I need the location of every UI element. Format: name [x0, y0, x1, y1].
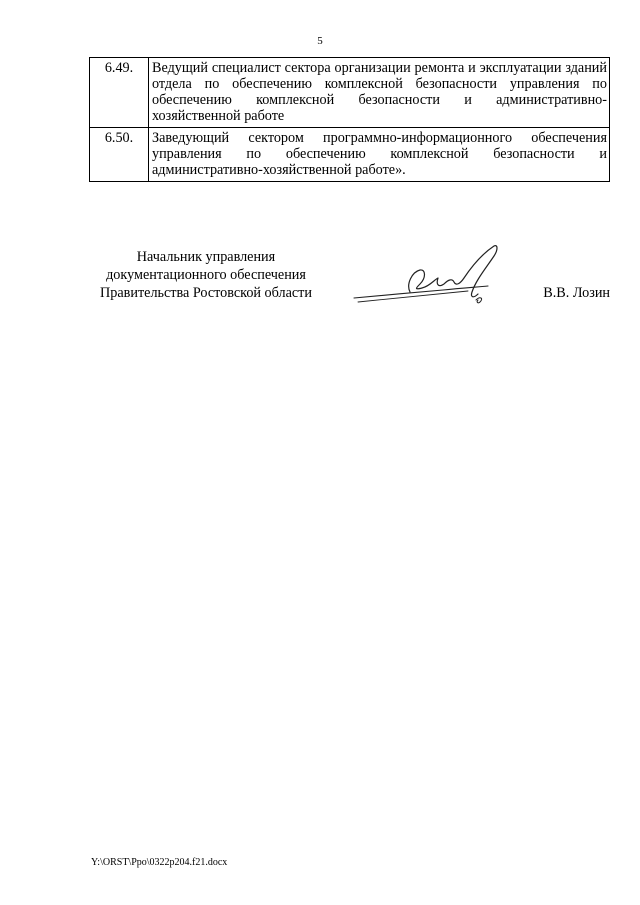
signer-position-line: документационного обеспечения: [106, 267, 306, 283]
signer-position: [86, 248, 326, 302]
handwritten-signature: [348, 240, 508, 310]
table-row: [90, 128, 610, 182]
signer-position-line: Начальник управления: [136, 249, 276, 265]
signer-position-line: Правительства Ростовской области: [100, 285, 312, 301]
row-number: 6.49.: [90, 58, 149, 128]
page-number: 5: [317, 35, 323, 47]
signer-name: В.В. Лозин: [543, 285, 610, 301]
file-path: Y:\ORST\Ppo\0322p204.f21.docx: [91, 857, 228, 868]
row-number: 6.50.: [90, 128, 149, 182]
positions-table: [89, 57, 610, 182]
table-row: [90, 58, 610, 128]
row-text: Ведущий специалист сектора организации ремонта и эксплуатации зданий отдела по обеспечению комплексной безопасности управления по обеспечению комплексной безопасности и административно-хозяйственной работе: [149, 58, 610, 128]
row-text: Заведующий сектором программно-информационного обеспечения управления по обеспечению комплексной безопасности и административно-хозяйственной работе».: [149, 128, 610, 182]
